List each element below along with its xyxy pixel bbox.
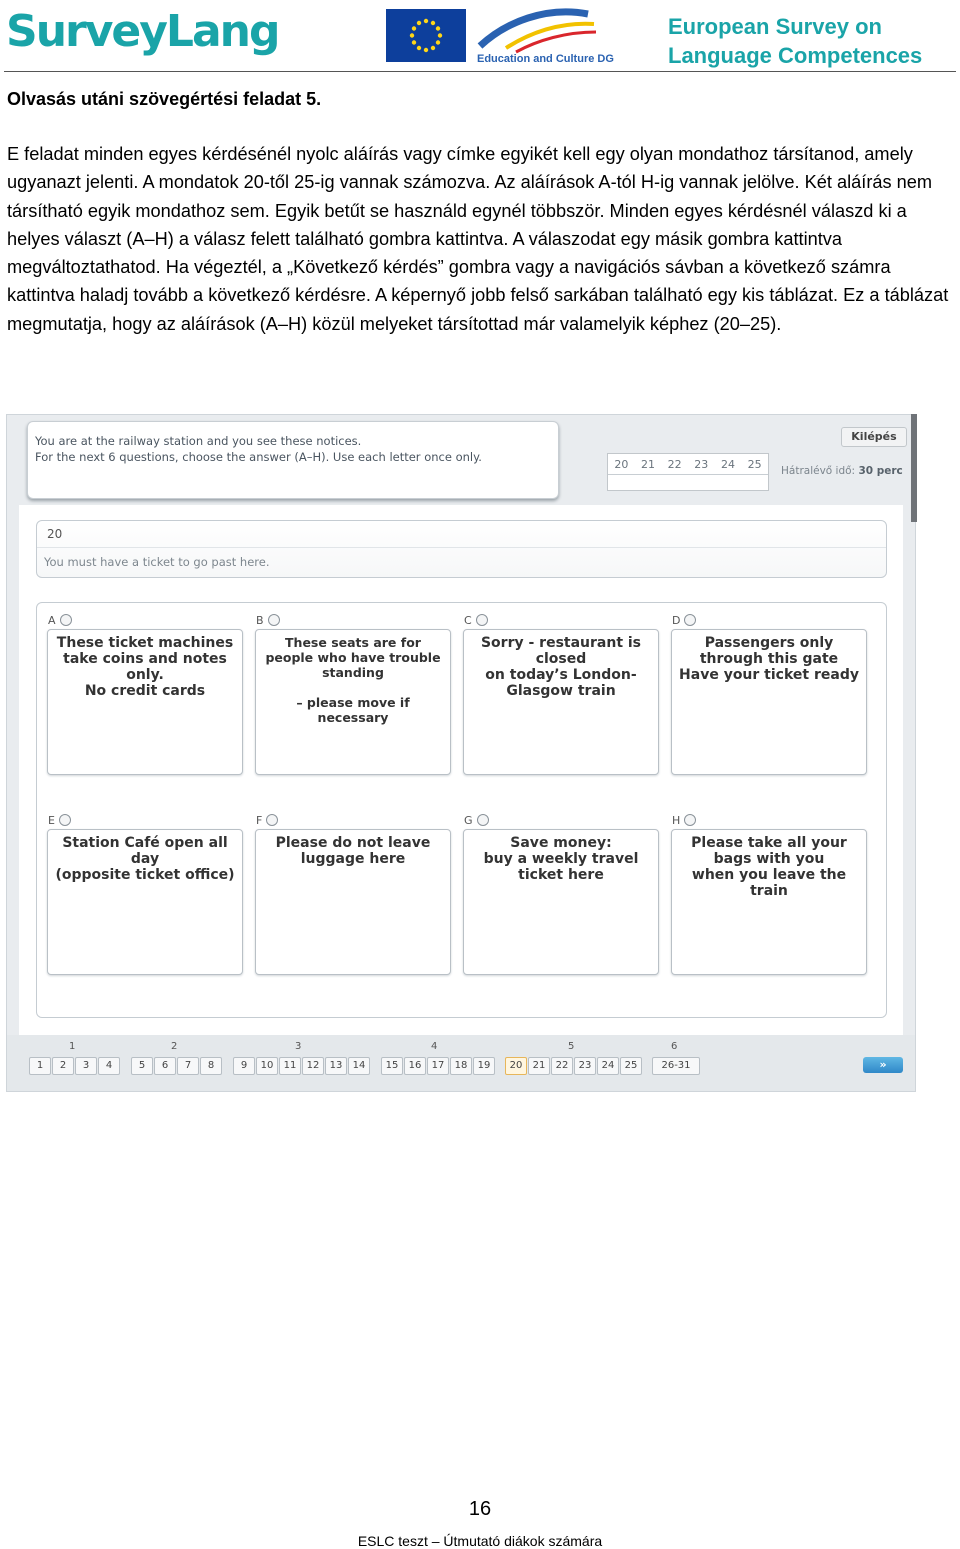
notice-card <box>47 829 243 975</box>
option-header[interactable] <box>256 613 280 627</box>
esl-logo-line1: European Survey on <box>668 14 882 39</box>
notice-card <box>671 829 867 975</box>
option-header[interactable] <box>672 613 696 627</box>
nav-group-label: 6 <box>671 1041 678 1052</box>
option-letter: D <box>672 613 681 627</box>
notice-line: through this gate <box>699 651 839 667</box>
nav-button-17[interactable]: 17 <box>427 1057 449 1075</box>
nav-button-23[interactable]: 23 <box>574 1057 596 1075</box>
radio-button[interactable] <box>477 814 489 826</box>
notice-line: These ticket machines <box>56 635 234 651</box>
notice-line: These seats are for <box>285 635 421 650</box>
time-remaining <box>781 465 903 477</box>
notice-text <box>672 830 866 899</box>
answer-progress-table <box>607 453 769 491</box>
notice-line: No credit cards <box>84 683 206 699</box>
notice-line: Save money: <box>510 835 612 851</box>
nav-group-label: 5 <box>568 1041 575 1052</box>
progress-number: 24 <box>720 458 735 471</box>
notice-line: day <box>130 851 160 867</box>
notice-line: people who have trouble <box>265 650 441 665</box>
radio-button[interactable] <box>476 614 488 626</box>
notice-line: only. <box>126 667 164 683</box>
notice-text <box>256 630 450 725</box>
progress-number: 22 <box>667 458 682 471</box>
nav-button-25[interactable]: 25 <box>620 1057 642 1075</box>
question-box <box>36 520 887 578</box>
nav-button-8[interactable]: 8 <box>200 1057 222 1075</box>
nav-button-22[interactable]: 22 <box>551 1057 573 1075</box>
next-question-button[interactable]: » <box>863 1057 903 1073</box>
nav-button-20[interactable]: 20 <box>505 1057 527 1075</box>
option-header[interactable] <box>464 613 488 627</box>
notice-card <box>255 829 451 975</box>
nav-button-10[interactable]: 10 <box>256 1057 278 1075</box>
education-culture-text: Education and Culture DG <box>477 53 614 65</box>
radio-button[interactable] <box>684 614 696 626</box>
radio-button[interactable] <box>59 814 71 826</box>
nav-button-3[interactable]: 3 <box>75 1057 97 1075</box>
notice-text <box>48 830 242 883</box>
question-divider <box>37 547 886 548</box>
navigation-bar <box>7 1035 915 1091</box>
nav-button-4[interactable]: 4 <box>98 1057 120 1075</box>
option-header[interactable] <box>48 813 71 827</box>
option-letter: H <box>672 813 681 827</box>
option-header[interactable] <box>464 813 489 827</box>
surveylang-logo: SurveyLang <box>6 6 279 57</box>
notice-line: on today’s London- <box>485 667 637 683</box>
header-rule <box>4 71 956 72</box>
doc-body: E feladat minden egyes kérdésénél nyolc aláírás vagy címke egyikét kell egy olyan mondathoz társítanod, amely ugyanazt jelenti. A mondatok 20-től 25-ig vannak számozva. Az aláírások A-tól H-ig vannak jelölve. Két aláírás nem társítható egyik mondathoz sem. Egyik betűt se használd egynél többször. Minden egyes kérdésnél válaszd ki a helyes választ (A–H) a válasz felett található gombra kattintva. A válaszodat egy másik gombra kattintva megváltoztathatod. Ha végeztél, a „Következő kérdés” gombra vagy a navigációs sávban a következő számra kattintva haladj tovább a következő kérdésre. A képernyő jobb felső sarkában található egy kis táblázat. Ez a táblázat megmutatja, hogy az aláírások (A–H) közül melyeket társítottad már valamelyik képhez (20–25). <box>7 144 949 334</box>
notice-card <box>255 629 451 775</box>
option-letter: E <box>48 813 55 827</box>
notice-line: standing <box>322 665 384 680</box>
notice-line: bags with you <box>713 851 825 867</box>
notice-line: Station Café open all <box>62 835 228 851</box>
nav-button-16[interactable]: 16 <box>404 1057 426 1075</box>
time-remaining-label: Hátralévő idő: <box>781 465 856 477</box>
nav-button-2[interactable]: 2 <box>52 1057 74 1075</box>
notice-line: take coins and notes <box>63 651 227 667</box>
footer-text: ESLC teszt – Útmutató diákok számára <box>357 1533 603 1549</box>
notice-text <box>48 630 242 699</box>
nav-button-14[interactable]: 14 <box>348 1057 370 1075</box>
eu-flag-icon <box>386 9 466 62</box>
notice-line: Sorry - restaurant is <box>480 635 642 651</box>
instruction-line-1: You are at the railway station and you see these notices. <box>35 434 362 448</box>
option-header[interactable] <box>48 613 72 627</box>
nav-group-label: 3 <box>295 1041 302 1052</box>
instruction-line-2: For the next 6 questions, choose the answer (A–H). Use each letter once only. <box>35 450 482 464</box>
instructions-box <box>27 421 559 499</box>
nav-button-21[interactable]: 21 <box>528 1057 550 1075</box>
nav-button-19[interactable]: 19 <box>473 1057 495 1075</box>
nav-button-12[interactable]: 12 <box>302 1057 324 1075</box>
nav-button-15[interactable]: 15 <box>381 1057 403 1075</box>
progress-divider <box>608 474 768 475</box>
option-header[interactable] <box>672 813 696 827</box>
nav-button-5[interactable]: 5 <box>131 1057 153 1075</box>
notice-line <box>260 680 446 695</box>
notice-text <box>256 830 450 867</box>
notice-card <box>463 629 659 775</box>
option-letter: F <box>256 813 263 827</box>
progress-number: 20 <box>614 458 629 471</box>
progress-number: 25 <box>747 458 762 471</box>
notice-line: buy a weekly travel <box>483 851 639 867</box>
notice-line: closed <box>535 651 587 667</box>
radio-button[interactable] <box>60 614 72 626</box>
option-letter: A <box>48 613 56 627</box>
notice-line: Please do not leave <box>275 835 431 851</box>
question-panel <box>19 505 903 1035</box>
progress-numbers <box>608 458 768 471</box>
nav-group-label: 4 <box>431 1041 438 1052</box>
page-number: 16 <box>468 1498 492 1520</box>
question-text: You must have a ticket to go past here. <box>44 555 270 569</box>
option-header[interactable] <box>256 813 278 827</box>
progress-number: 21 <box>640 458 655 471</box>
nav-button-18[interactable]: 18 <box>450 1057 472 1075</box>
notice-line: Passengers only <box>704 635 834 651</box>
notice-card <box>47 629 243 775</box>
notice-text <box>464 630 658 699</box>
nav-button-11[interactable]: 11 <box>279 1057 301 1075</box>
screenshot-edge <box>911 414 917 522</box>
notice-line: ticket here <box>518 867 604 883</box>
radio-button[interactable] <box>684 814 696 826</box>
nav-group-label: 2 <box>171 1041 178 1052</box>
notice-text <box>672 630 866 683</box>
options-box <box>36 602 887 1018</box>
esl-logo-line2: Language Competences <box>668 43 923 68</box>
nav-button-24[interactable]: 24 <box>597 1057 619 1075</box>
notice-line: luggage here <box>300 851 406 867</box>
notice-line: (opposite ticket office) <box>55 867 235 883</box>
doc-title: Olvasás utáni szövegértési feladat 5. <box>7 89 322 109</box>
notice-line: Please take all your <box>691 835 847 851</box>
nav-group-label: 1 <box>69 1041 76 1052</box>
notice-line: – please move if necessary <box>296 695 410 725</box>
notice-card <box>463 829 659 975</box>
radio-button[interactable] <box>266 814 278 826</box>
option-letter: B <box>256 613 264 627</box>
time-remaining-value: 30 perc <box>858 465 903 477</box>
nav-button-9[interactable]: 9 <box>233 1057 255 1075</box>
page-header <box>0 0 960 74</box>
notice-line: when you leave the <box>691 867 847 883</box>
question-number: 20 <box>47 527 63 541</box>
notice-line: Have your ticket ready <box>679 667 859 683</box>
notice-card <box>671 629 867 775</box>
nav-button-13[interactable]: 13 <box>325 1057 347 1075</box>
notice-line: Glasgow train <box>506 683 616 699</box>
nav-button-6[interactable]: 6 <box>154 1057 176 1075</box>
radio-button[interactable] <box>268 614 280 626</box>
notice-line: train <box>750 883 788 899</box>
notice-text <box>464 830 658 883</box>
option-letter: C <box>464 613 472 627</box>
option-letter: G <box>464 813 473 827</box>
test-screenshot <box>6 414 916 1092</box>
nav-button-7[interactable]: 7 <box>177 1057 199 1075</box>
exit-button[interactable]: Kilépés <box>841 427 907 447</box>
nav-button-1[interactable]: 1 <box>29 1057 51 1075</box>
progress-number: 23 <box>694 458 709 471</box>
nav-button-26-31[interactable]: 26-31 <box>652 1057 700 1075</box>
